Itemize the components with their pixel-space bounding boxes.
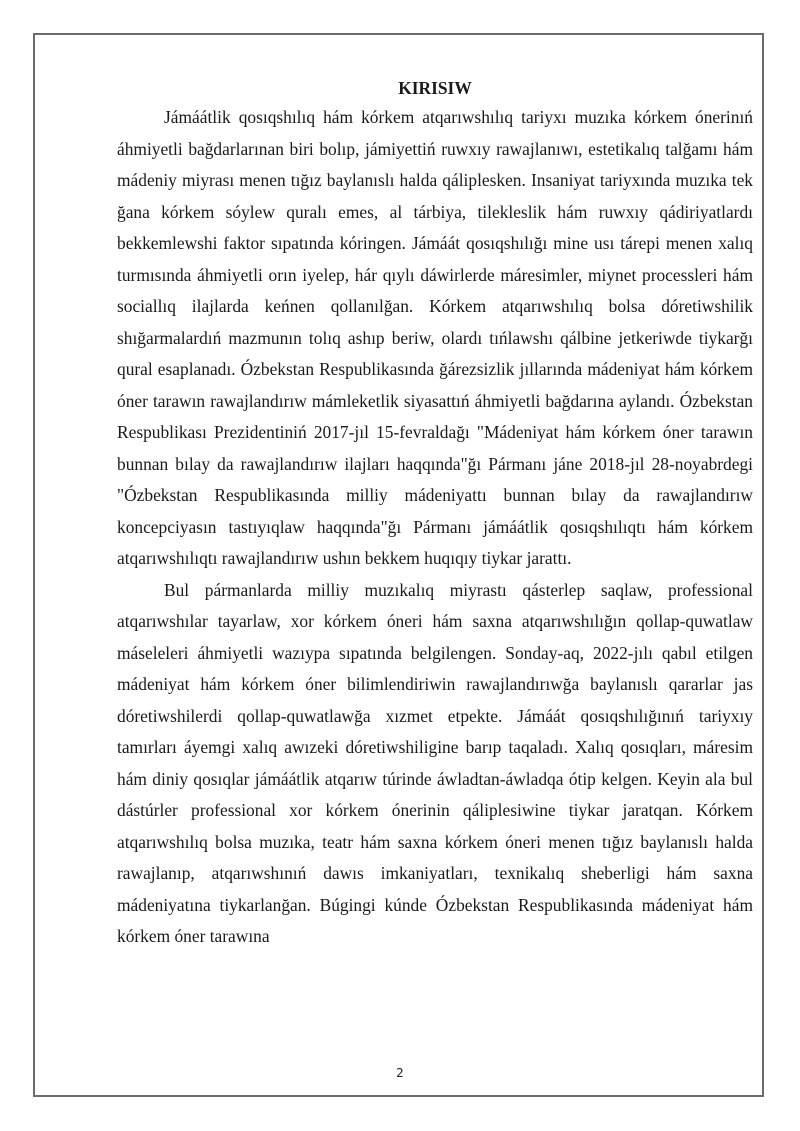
document-body <box>117 74 753 953</box>
section-heading: KIRISIW <box>398 78 472 98</box>
paragraph-2: Bul pármanlarda milliy muzıkalıq miyrastı qásterlep saqlaw, professional atqarıwshılar tayarlaw, xor kórkem óneri hám saxna atqarıwshılığın qollap-quwatlaw máseleleri áhmiyetli wazıypa sıpatında belgilengen. Sonday-aq, 2022-jılı qabıl etilgen mádeniyat hám kórkem óner bilimlendiriwin rawajlandırıwğa baylanıslı qararlar jas dóretiwshilerdi qollap-quwatlawğa xızmet etpekte. Jámáát qosıqshılığınıń tariyxıy tamırları áyemgi xalıq awızeki dóretiwshiligine barıp taqaladı. Xalıq qosıqları, máresim hám diniy qosıqlar jámáátlik atqarıw túrinde áwladtan-áwladqa ótip kelgen. Keyin ala bul dástúrler professional xor kórkem ónerinin qáliplesiwine tiykar jaratqan. Kórkem atqarıwshılıq bolsa muzıka, teatr hám saxna kórkem óneri menen tığız baylanıslı halda rawajlanıp, atqarıwshınıń dawıs imkaniyatları, texnikalıq sheberligi hám saxna mádeniyatına tiykarlanğan. Búgingi kúnde Ózbekstan Respublikasında mádeniyat hám kórkem óner tarawına <box>117 579 753 946</box>
page-number: 2 <box>396 1066 404 1080</box>
paragraph-1: Jámáátlik qosıqshılıq hám kórkem atqarıwshılıq tariyxı muzıka kórkem ónerinıń áhmiyetli bağdarlarınan biri bolıp, jámiyettiń ruwxıy rawajlanıwı, estetikalıq talğamı hám mádeniy miyrası menen tığız baylanıslı halda qáliplesken. Insaniyat tariyxında muzıka tek ğana kórkem sóylew quralı emes, al tárbiya, tilekleslik hám ruwxıy qádiriyatlardı bekkemlewshi faktor sıpatında kóringen. Jámáát qosıqshılığı mine usı tárepi menen xalıq turmısında áhmiyetli orın iyelep, hár qıylı dáwirlerde máresimler, miynet processleri hám sociallıq ilajlarda keńnen qollanılğan. Kórkem atqarıwshılıq bolsa dóretiwshilik shığarmalardıń mazmunın tolıq ashıp beriw, olardı tıńlawshı qálbine jetkeriwde tiykarğı qural esaplanadı. Ózbekstan Respublikasında ğárezsizlik jıllarında mádeniyat hám kórkem óner tarawın rawajlandırıw mámleketlik siyasattıń áhmiyetli bağdarına aylandı. Ózbekstan Respublikası Prezidentiniń 2017-jıl 15-fevraldağı "Mádeniyat hám kórkem óner tarawın bunnan bılay da rawajlandırıw ilajları haqqında"ğı Pármanı jáne 2018-jıl 28-noyabrdegi "Ózbekstan Respublikasında milliy mádeniyattı bunnan bılay da rawajlandırıw koncepciyasın tastıyıqlaw haqqında"ğı Pármanı jámáátlik qosıqshılıqtı hám kórkem atqarıwshılıqtı rawajlandırıw ushın bekkem huqıqıy tiykar jarattı. <box>117 107 753 568</box>
